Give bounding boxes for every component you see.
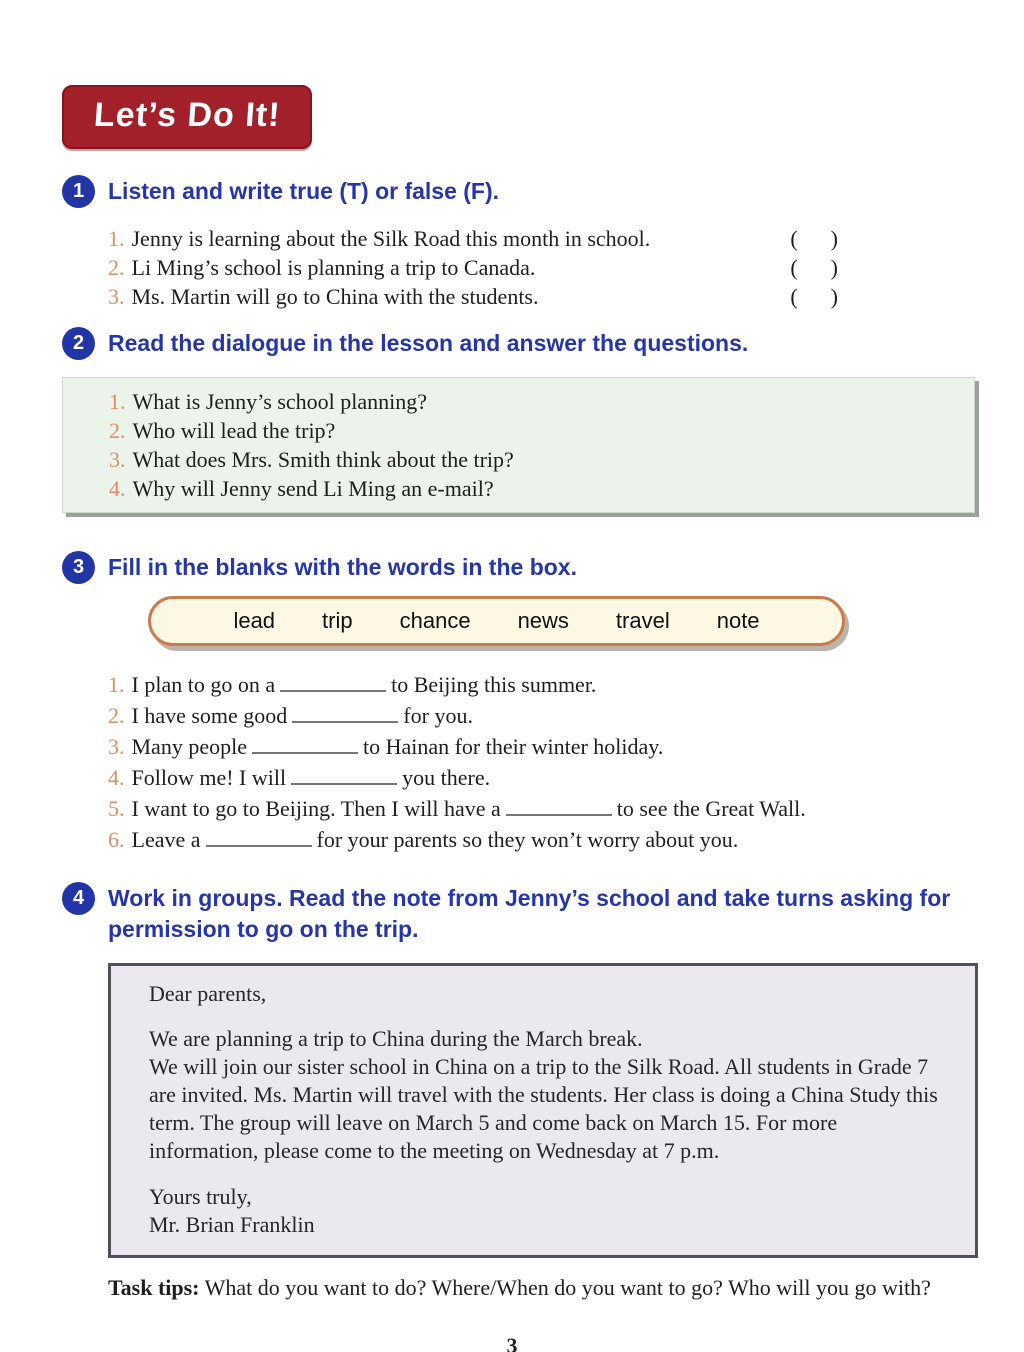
tf-item (108, 253, 838, 282)
note-signature: Mr. Brian Franklin (149, 1212, 315, 1237)
item-number: 2. (108, 255, 125, 280)
word-chip: travel (615, 608, 670, 633)
fill-before: I plan to go on a (131, 672, 276, 697)
section-4-title: Work in groups. Read the note from Jenny’s school and take turns asking for permission to go on the trip. (108, 885, 951, 942)
fill-item (108, 823, 993, 854)
fill-before: I want to go to Beijing. Then I will have a (131, 796, 501, 821)
word-chip: chance (399, 608, 471, 633)
tf-item-text: Ms. Martin will go to China with the students. (131, 284, 539, 309)
blank-line (252, 730, 358, 754)
note-box (108, 963, 978, 1258)
question-item (109, 416, 954, 445)
task-tips-label: Task tips: (108, 1275, 200, 1300)
fill-item (108, 761, 993, 792)
fill-item (108, 668, 993, 699)
item-number: 2. (108, 703, 125, 728)
word-box (148, 596, 845, 646)
item-number: 1. (109, 389, 126, 414)
item-number: 4. (108, 765, 125, 790)
true-false-list (108, 224, 838, 311)
fill-item (108, 730, 993, 761)
lets-do-it-banner (62, 85, 312, 149)
section-4-number-badge: 4 (62, 882, 95, 915)
word-chip: trip (322, 608, 353, 633)
note-paragraph: We will join our sister school in China on a trip to the Silk Road. All students in Grade 7 are invited. Ms. Martin will travel with the students. Her class is doing a China Study this term. The group will leave on March 5 and come back on March 15. For more information, please come to the meeting on Wednesday at 7 p.m. (149, 1054, 938, 1163)
item-number: 1. (108, 672, 125, 697)
tf-answer-parens: ( ) (790, 284, 838, 309)
tf-item (108, 282, 838, 311)
blank-line (280, 668, 386, 692)
section-4-header (62, 880, 984, 945)
fill-item (108, 699, 993, 730)
tf-answer-parens: ( ) (790, 255, 838, 280)
question-item (109, 474, 954, 503)
tf-answer-parens: ( ) (790, 226, 838, 251)
item-number: 6. (108, 827, 125, 852)
task-tips-text: What do you want to do? Where/When do you want to go? Who will you go with? (204, 1275, 931, 1300)
fill-before: Many people (131, 734, 247, 759)
banner-label: Let’s Do It! (92, 96, 282, 134)
question-text: Why will Jenny send Li Ming an e-mail? (132, 476, 494, 501)
section-1-number-badge: 1 (62, 175, 95, 208)
fill-after: to Beijing this summer. (391, 672, 597, 697)
questions-box (62, 377, 975, 513)
fill-after: you there. (402, 765, 491, 790)
note-body (149, 1025, 951, 1165)
word-chip: news (517, 608, 569, 633)
section-2-number-badge: 2 (62, 327, 95, 360)
item-number: 5. (108, 796, 125, 821)
word-chip: note (716, 608, 760, 633)
fill-after: for you. (403, 703, 473, 728)
tf-item-text: Jenny is learning about the Silk Road this month in school. (131, 226, 651, 251)
item-number: 2. (109, 418, 126, 443)
item-number: 1. (108, 226, 125, 251)
section-3-number-badge: 3 (62, 551, 95, 584)
question-item (109, 445, 954, 474)
section-2-header (62, 325, 984, 360)
item-number: 3. (109, 447, 126, 472)
question-text: Who will lead the trip? (132, 418, 336, 443)
item-number: 4. (109, 476, 126, 501)
fill-after: to Hainan for their winter holiday. (362, 734, 664, 759)
section-3-title: Fill in the blanks with the words in the box. (108, 554, 577, 580)
section-2-title: Read the dialogue in the lesson and answer the questions. (108, 330, 749, 356)
blank-line (506, 792, 612, 816)
fill-before: Leave a (131, 827, 201, 852)
fill-after: for your parents so they won’t worry about you. (316, 827, 739, 852)
question-text: What is Jenny’s school planning? (132, 389, 428, 414)
section-3-header (62, 549, 984, 584)
question-text: What does Mrs. Smith think about the trip? (132, 447, 514, 472)
question-item (109, 387, 954, 416)
section-1-title: Listen and write true (T) or false (F). (108, 178, 500, 204)
item-number: 3. (108, 284, 125, 309)
fill-item (108, 792, 993, 823)
page-number: 3 (506, 1333, 518, 1352)
tf-item-text: Li Ming’s school is planning a trip to Canada. (131, 255, 536, 280)
fill-in-list (108, 668, 993, 854)
fill-before: I have some good (131, 703, 288, 728)
blank-line (292, 699, 398, 723)
item-number: 3. (108, 734, 125, 759)
fill-after: to see the Great Wall. (616, 796, 806, 821)
section-1-header (62, 173, 984, 208)
word-chip: lead (233, 608, 276, 633)
note-salutation: Dear parents, (149, 981, 267, 1006)
fill-before: Follow me! I will (131, 765, 287, 790)
note-closing: Yours truly, (149, 1184, 252, 1209)
blank-line (206, 823, 312, 847)
note-paragraph: We are planning a trip to China during the March break. (149, 1026, 643, 1051)
task-tips (108, 1272, 988, 1303)
tf-item (108, 224, 838, 253)
blank-line (291, 761, 397, 785)
